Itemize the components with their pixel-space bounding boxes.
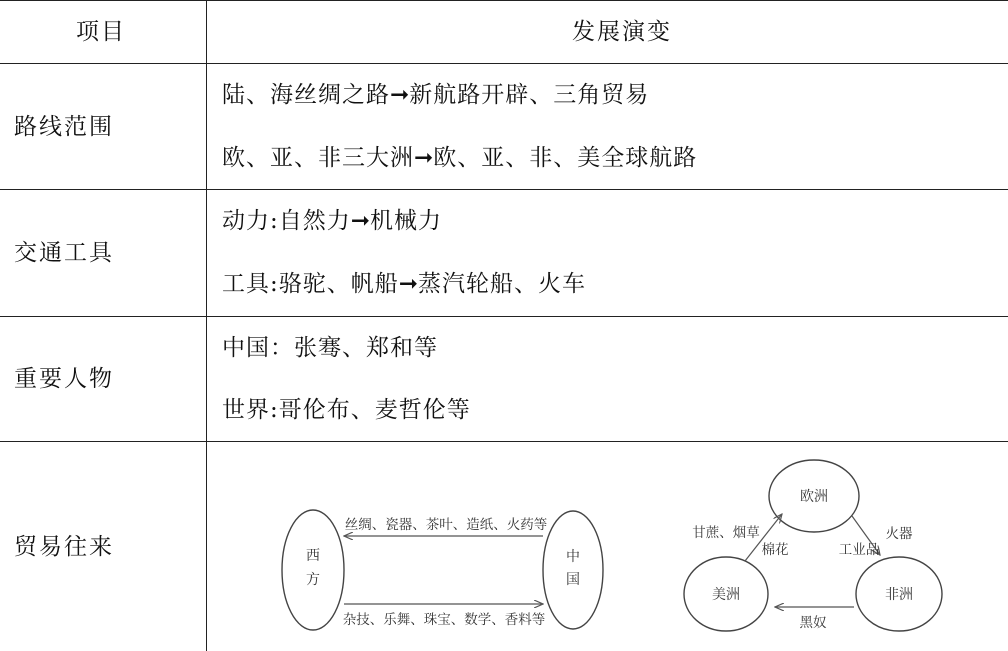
table-divider-row2 [0, 316, 1008, 317]
row-people-line-1: 中国：张骞、郑和等 [222, 335, 438, 361]
table-divider-row1 [0, 189, 1008, 190]
row-label-route: 路线范围 [14, 114, 114, 140]
china-label-2: 国 [566, 572, 580, 588]
triangle-trade-diagram [684, 460, 942, 631]
line-text-before: 欧、亚、非三大洲 [222, 145, 414, 171]
row-label-people: 重要人物 [14, 366, 114, 392]
europe-label: 欧洲 [800, 489, 828, 505]
europe-to-africa-bottom: 工业品 [838, 542, 880, 558]
arrow-icon: ➞ [350, 208, 371, 234]
africa-label: 非洲 [885, 587, 913, 603]
america-to-europe-top: 甘蔗、烟草 [692, 525, 760, 541]
table-divider-header [0, 63, 1008, 64]
arrow-icon: ➞ [390, 82, 410, 108]
china-label-1: 中 [566, 549, 580, 565]
china-ellipse [543, 511, 603, 629]
america-to-europe-bottom: 棉花 [761, 542, 789, 558]
table-border-top [0, 0, 1008, 1]
row-people-line-2: 世界:哥伦布、麦哲伦等 [222, 397, 471, 423]
row-label-trade: 贸易往来 [14, 534, 114, 560]
line-text-after: 机械力 [370, 208, 443, 234]
line-text-before: 陆、海丝绸之路 [222, 82, 390, 108]
line-text-before: 工具:骆驼、帆船 [222, 271, 399, 297]
west-label-2: 方 [306, 572, 320, 588]
header-item: 项目 [76, 19, 126, 45]
europe-to-africa-top: 火器 [885, 526, 913, 542]
arrow-icon: ➞ [398, 271, 419, 297]
header-evolution: 发展演变 [572, 19, 672, 45]
africa-to-america-label: 黑奴 [799, 615, 827, 631]
east-to-west-goods: 丝绸、瓷器、茶叶、造纸、火药等 [344, 517, 548, 533]
row-route-line-2 [222, 143, 697, 173]
trade-diagrams [207, 442, 1008, 651]
line-text-after: 新航路开辟、三角贸易 [409, 82, 650, 108]
row-route-line-1 [222, 80, 649, 110]
line-text-after: 蒸汽轮船、火车 [418, 271, 587, 297]
west-ellipse [282, 510, 344, 630]
row-label-transport: 交通工具 [14, 240, 114, 266]
silk-road-diagram [282, 510, 603, 630]
row-transport-line-2 [222, 269, 586, 299]
line-text-after: 欧、亚、非、美全球航路 [433, 145, 698, 171]
line-text-before: 动力:自然力 [222, 208, 351, 234]
row-transport-line-1 [222, 206, 442, 236]
arrow-icon: ➞ [414, 145, 434, 171]
america-label: 美洲 [712, 587, 740, 603]
west-label-1: 西 [306, 548, 320, 564]
west-to-east-goods: 杂技、乐舞、珠宝、数学、香料等 [342, 612, 546, 628]
